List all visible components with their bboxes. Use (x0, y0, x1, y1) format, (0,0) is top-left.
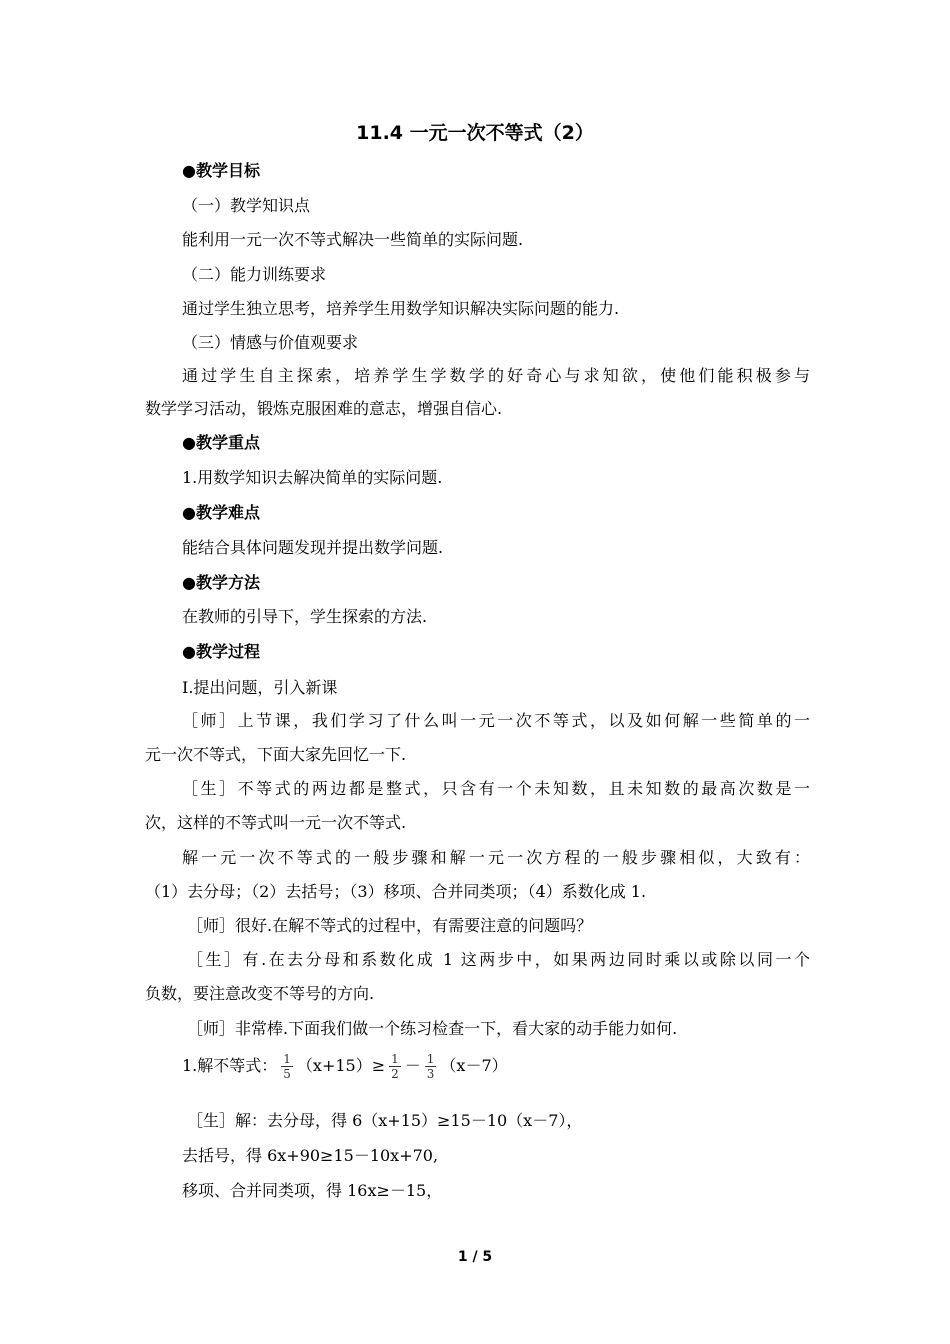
key-text: 1.用数学知识去解决简单的实际问题. (182, 468, 443, 487)
heading-key: ●教学重点 (182, 433, 260, 452)
fraction-numerator: 1 (283, 1052, 291, 1066)
goal3-text-1: 通过学生自主探索，培养学生学数学的好奇心与求知欲，使他们能积极参与 (182, 366, 810, 385)
student-line-1b: 次，这样的不等式叫一元一次不等式. (145, 813, 407, 832)
paragraph-steps-a: 解一元一次不等式的一般步骤和解一元一次方程的一般步骤相似，大致有： (182, 848, 810, 867)
exercise-minus: － (404, 1056, 421, 1075)
fraction-one-fifth (281, 1052, 293, 1081)
heading-process: ●教学过程 (182, 642, 260, 661)
heading-goals: ●教学目标 (182, 161, 260, 180)
page-number: 1 / 5 (457, 1249, 493, 1265)
heading-method: ●教学方法 (182, 573, 260, 592)
solution-line-1: ［生］解：去分母，得 6（x+15）≥15－10（x－7）， (187, 1111, 583, 1130)
method-text: 在教师的引导下，学生探索的方法. (182, 607, 428, 626)
paragraph-steps-b: （1）去分母；（2）去括号；（3）移项、合并同类项；（4）系数化成 1. (145, 882, 647, 901)
exercise-part-1: （x+15）≥ (296, 1056, 386, 1075)
teacher-line-1b: 元一次不等式，下面大家先回忆一下. (145, 745, 407, 764)
goal3-text-2: 数学学习活动，锻炼克服困难的意志，增强自信心. (145, 399, 503, 418)
fraction-numerator: 1 (391, 1052, 399, 1066)
fraction-denominator: 3 (426, 1067, 435, 1081)
fraction-denominator: 2 (391, 1067, 399, 1081)
student-line-1a: ［生］不等式的两边都是整式，只含有一个未知数，且未知数的最高次数是一 (182, 779, 810, 798)
fraction-one-half (389, 1052, 401, 1081)
exercise-label: 1.解不等式： (182, 1056, 278, 1075)
goal2-text: 通过学生独立思考，培养学生用数学知识解决实际问题的能力. (182, 299, 620, 318)
goal1-label: （一）教学知识点 (182, 196, 311, 215)
page-title: 11.4 一元一次不等式（2） (356, 122, 594, 144)
heading-difficult: ●教学难点 (182, 503, 260, 522)
teacher-line-3: ［师］非常棒.下面我们做一个练习检查一下，看大家的动手能力如何. (187, 1019, 678, 1038)
fraction-one-third (425, 1052, 437, 1081)
fraction-denominator: 5 (283, 1067, 291, 1081)
goal1-text: 能利用一元一次不等式解决一些简单的实际问题. (182, 230, 524, 249)
solution-line-2: 去括号，得 6x+90≥15－10x+70, (182, 1146, 439, 1165)
teacher-line-1a: ［师］上节课，我们学习了什么叫一元一次不等式，以及如何解一些简单的一 (182, 711, 810, 730)
process-step-1: Ⅰ.提出问题，引入新课 (182, 678, 338, 697)
fraction-numerator: 1 (426, 1052, 435, 1066)
goal3-label: （三）情感与价值观要求 (182, 333, 359, 352)
solution-line-3: 移项、合并同类项，得 16x≥－15， (182, 1181, 443, 1200)
teacher-line-2: ［师］很好.在解不等式的过程中，有需要注意的问题吗？ (187, 916, 593, 935)
difficult-text: 能结合具体问题发现并提出数学问题. (182, 538, 444, 557)
goal2-label: （二）能力训练要求 (182, 265, 327, 284)
student-line-2b: 负数，要注意改变不等号的方向. (145, 984, 375, 1003)
exercise-1 (182, 1052, 810, 1081)
exercise-part-2: （x－7） (440, 1056, 508, 1075)
student-line-2a: ［生］有.在去分母和系数化成 1 这两步中，如果两边同时乘以或除以同一个 (187, 950, 810, 969)
